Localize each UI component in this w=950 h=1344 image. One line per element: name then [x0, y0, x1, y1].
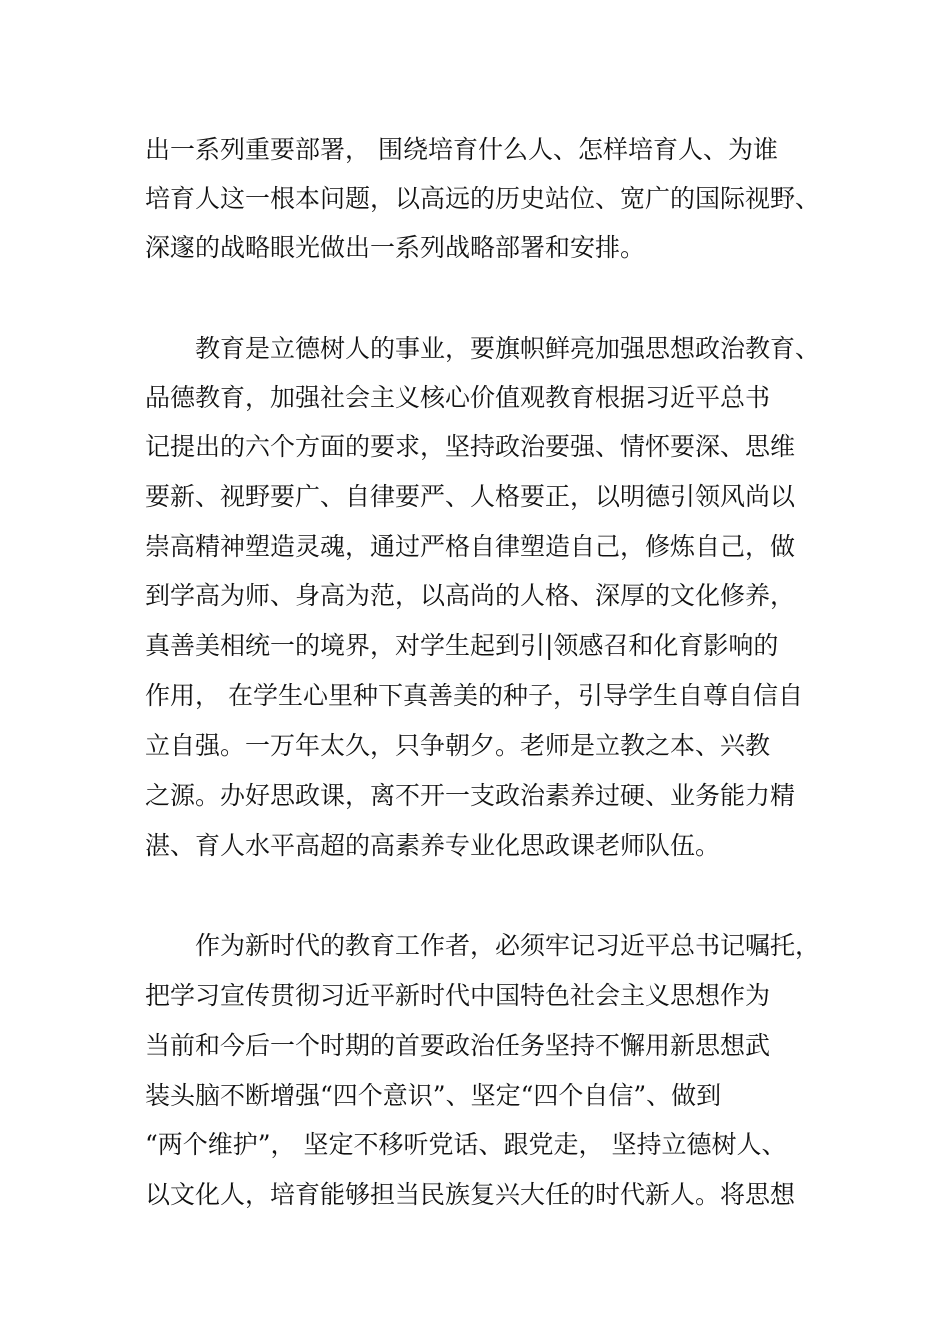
paragraph-2-line-4: 要新、视野要广、自律要严、人格要正，以明德引领风尚以 [145, 482, 796, 511]
paragraph-2-line-7: 真善美相统一的境界，对学生起到引|领感召和化育影响的 [145, 631, 779, 660]
paragraph-2-line-3: 记提出的六个方面的要求，坚持政治要强、情怀要深、思维 [145, 432, 796, 461]
paragraph-3-line-4: 装头脑不断增强“四个意识”、坚定“四个自信”、做到 [145, 1081, 722, 1110]
paragraph-1-line-1: 出一系列重要部署， 围绕培育什么人、怎样培育人、为谁 [145, 135, 778, 164]
paragraph-2-line-10: 之源。办好思政课，离不开一支政治素养过硬、业务能力精 [145, 781, 796, 810]
paragraph-3-line-2: 把学习宣传贯彻习近平新时代中国特色社会主义思想作为 [145, 981, 771, 1010]
paragraph-2-line-8: 作用， 在学生心里种下真善美的种子，引导学生自尊自信自 [145, 681, 803, 710]
paragraph-3-line-1: 作为新时代的教育工作者，必须牢记习近平总书记嘱托， [145, 931, 821, 960]
paragraph-3-line-3: 当前和今后一个时期的首要政治任务坚持不懈用新思想武 [145, 1031, 771, 1060]
paragraph-2-line-2: 品德教育，加强社会主义核心价值观教育根据习近平总书 [145, 383, 771, 412]
paragraph-2-line-9: 立自强。一万年太久，只争朝夕。老师是立教之本、兴教 [145, 731, 771, 760]
paragraph-1-line-2: 培育人这一根本问题，以高远的历史站位、宽广的国际视野、 [145, 184, 821, 213]
paragraph-2-line-5: 崇高精神塑造灵魂，通过严格自律塑造自己，修炼自己，做 [145, 532, 796, 561]
paragraph-3-line-5: “两个维护”， 坚定不移听党话、跟党走， 坚持立德树人、 [145, 1130, 787, 1159]
paragraph-1-line-3: 深邃的战略眼光做出一系列战略部署和安排。 [145, 233, 646, 262]
paragraph-2-line-6: 到学高为师、身高为范，以高尚的人格、深厚的文化修养， [145, 581, 796, 610]
paragraph-2-line-11: 湛、育人水平高超的高素养专业化思政课老师队伍。 [145, 831, 721, 860]
paragraph-3-line-6: 以文化人，培育能够担当民族复兴大任的时代新人。将思想 [145, 1180, 796, 1209]
paragraph-2-line-1: 教育是立德树人的事业，要旗帜鲜亮加强思想政治教育、 [145, 334, 821, 363]
